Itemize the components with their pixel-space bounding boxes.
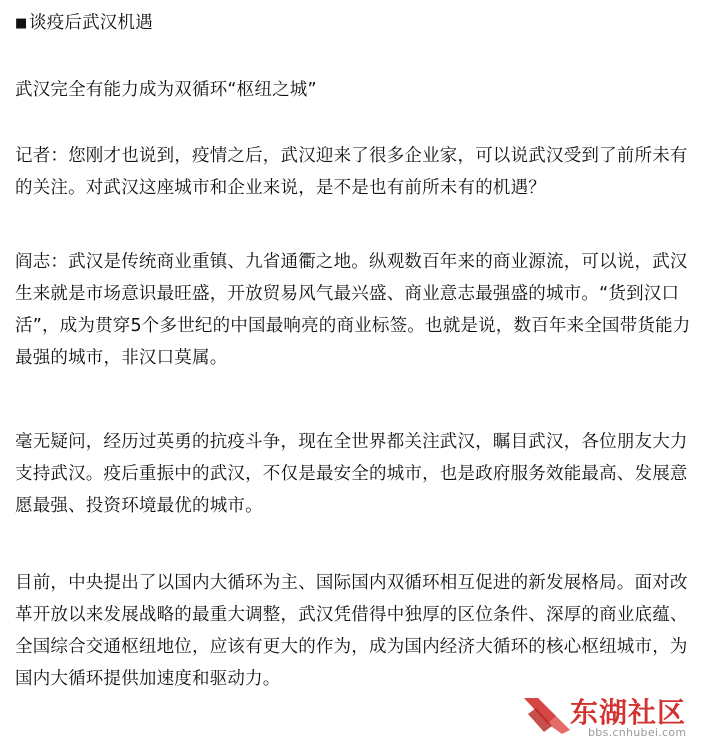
paragraph-no-doubt: 毫无疑问，经历过英勇的抗疫斗争，现在全世界都关注武汉，瞩目武汉，各位朋友大力支持武汉。疫后重振中的武汉，不仅是最安全的城市，也是政府服务效能最高、发展意愿最强、投资环境最优的城市。 (15, 432, 688, 516)
paragraph-reporter-question: 记者：您刚才也说到，疫情之后，武汉迎来了很多企业家，可以说武汉受到了前所未有的关注。对武汉这座城市和企业来说，是不是也有前所未有的机遇？ (15, 146, 688, 198)
paragraph-current-pattern: 目前，中央提出了以国内大循环为主、国际国内双循环相互促进的新发展格局。面对改革开放以来发展战略的最重大调整，武汉凭借得中独厚的区位条件、深厚的商业底蕴、全国综合交通枢纽地位，应该有更大的作为，成为国内经济大循环的核心枢纽城市，为国内大循环提供加速度和驱动力。 (15, 573, 688, 689)
site-watermark (522, 690, 700, 744)
section-title: 谈疫后武汉机遇 (29, 13, 153, 33)
site-logo-icon (522, 692, 572, 736)
article-subtitle: 武汉完全有能力成为双循环“枢纽之城” (15, 80, 317, 100)
watermark-site-name: 东湖社区 (570, 696, 687, 729)
watermark-site-url: bbs.cnhubei.com (588, 726, 687, 739)
section-heading (15, 7, 153, 40)
paragraph-yan-zhi-answer: 阎志：武汉是传统商业重镇、九省通衢之地。纵观数百年来的商业源流，可以说，武汉生来就是市场意识最旺盛，开放贸易风气最兴盛、商业意志最强盛的城市。“货到汉口活”，成为贯穿5个多世纪的中国最响亮的商业标签。也就是说，数百年来全国带货能力最强的城市，非汉口莫属。 (15, 252, 691, 368)
square-bullet-icon: ■ (15, 16, 28, 31)
